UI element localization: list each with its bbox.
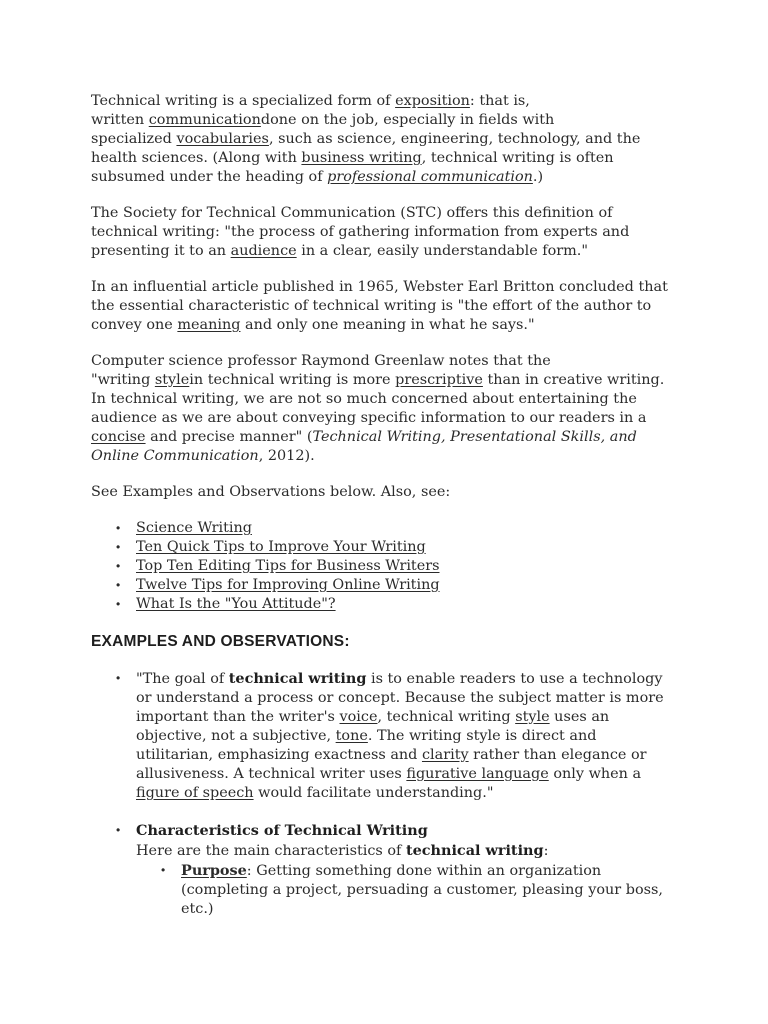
link-communication[interactable]: communication xyxy=(148,112,261,128)
list-item xyxy=(136,669,676,803)
bold-term: technical writing xyxy=(405,842,544,859)
text: in a clear, easily understandable form." xyxy=(296,243,588,259)
link-you-attitude[interactable]: What Is the "You Attitude"? xyxy=(136,596,336,612)
link-quick-tips[interactable]: Ten Quick Tips to Improve Your Writing xyxy=(136,539,426,555)
text: Technical writing is a specialized form of xyxy=(91,93,396,109)
text: , technical writing xyxy=(377,709,516,725)
book-title: Technical Writing, Presentational Skills, and Online Communication xyxy=(91,429,637,464)
text: , technical writing is often subsumed under the heading of xyxy=(91,150,614,185)
text: : xyxy=(543,843,549,859)
list-item xyxy=(136,576,676,595)
list-item xyxy=(136,519,676,538)
link-professional-communication[interactable] xyxy=(327,169,533,185)
list-item xyxy=(136,821,676,919)
text: . The writing style is direct and utilitarian, emphasizing exactness and xyxy=(136,728,597,763)
britton-paragraph xyxy=(91,278,676,335)
text: and precise manner" ( xyxy=(145,429,313,445)
text: and only one meaning in what he says." xyxy=(240,317,535,333)
text: : that is, xyxy=(469,93,530,109)
link-exposition[interactable]: exposition xyxy=(395,93,470,109)
examples-list xyxy=(91,669,676,919)
list-item xyxy=(136,595,676,614)
link-clarity[interactable]: clarity xyxy=(421,747,469,763)
link-prescriptive[interactable]: prescriptive xyxy=(395,372,483,388)
link-audience[interactable]: audience xyxy=(230,243,297,259)
text: than in creative writing. In technical writing, we are not so much concerned about entertaining the audience as we are about conveying specific information to our readers in a xyxy=(91,372,665,426)
text: uses an objective, not a subjective, xyxy=(136,709,610,744)
link-business-writing[interactable]: business writing xyxy=(301,150,422,166)
text: .) xyxy=(532,169,544,185)
characteristics-list xyxy=(136,861,676,919)
link-voice[interactable]: voice xyxy=(339,709,378,725)
text: Computer science professor Raymond Greenlaw notes that the xyxy=(91,353,551,369)
characteristics-title: Characteristics of Technical Writing xyxy=(136,822,428,839)
text: Here are the main characteristics of xyxy=(136,843,406,859)
link-tone[interactable]: tone xyxy=(335,728,368,744)
greenlaw-paragraph xyxy=(91,352,676,466)
bold-term: technical writing xyxy=(228,670,367,687)
list-item xyxy=(136,557,676,576)
text: The Society for Technical Communication (STC) offers this definition of technical writing: "the process of gathering information from experts and presenting it to an xyxy=(91,205,630,259)
text: , such as science, engineering, technology, and the health sciences. (Along with xyxy=(91,131,641,166)
examples-heading: EXAMPLES AND OBSERVATIONS: xyxy=(91,633,350,650)
text: would facilitate understanding." xyxy=(253,785,494,801)
link-text: professional communication xyxy=(327,169,533,185)
see-also-intro: See Examples and Observations below. Also, see: xyxy=(91,484,451,500)
list-item xyxy=(181,861,676,919)
text: written xyxy=(91,112,149,128)
intro-paragraph xyxy=(91,92,676,187)
text: In an influential article published in 1965, Webster Earl Britton concluded that the essential characteristic of technical writing is "the effort of the author to convey one xyxy=(91,279,668,333)
link-editing-tips[interactable]: Top Ten Editing Tips for Business Writers xyxy=(136,558,440,574)
link-vocabularies[interactable]: vocabularies xyxy=(176,131,269,147)
text: : Getting something done within an organization (completing a project, persuading a customer, pleasing your boss, etc.) xyxy=(181,863,663,917)
text: in technical writing is more xyxy=(189,372,396,388)
list-item xyxy=(136,538,676,557)
text: specialized xyxy=(91,131,177,147)
link-online-writing[interactable]: Twelve Tips for Improving Online Writing xyxy=(136,577,440,593)
text: rather than elegance or allusiveness. A technical writer uses xyxy=(136,747,647,782)
link-science-writing[interactable]: Science Writing xyxy=(136,520,252,536)
link-style[interactable]: style xyxy=(154,372,190,388)
text: only when a xyxy=(548,766,642,782)
link-meaning[interactable]: meaning xyxy=(177,317,241,333)
stc-paragraph xyxy=(91,204,676,261)
link-purpose[interactable]: Purpose xyxy=(181,862,247,879)
text: "writing xyxy=(91,372,155,388)
link-figure-of-speech[interactable]: figure of speech xyxy=(136,785,254,801)
text: done on the job, especially in fields with xyxy=(260,112,555,128)
text: "The goal of xyxy=(136,671,229,687)
link-figurative-language[interactable]: figurative language xyxy=(406,766,549,782)
text: is to enable readers to use a technology or understand a process or concept. Because the subject matter is more important than the writer's xyxy=(136,671,664,725)
see-also-list xyxy=(91,519,676,614)
link-style[interactable]: style xyxy=(515,709,550,725)
link-concise[interactable]: concise xyxy=(91,429,146,445)
text: , 2012). xyxy=(258,448,315,464)
